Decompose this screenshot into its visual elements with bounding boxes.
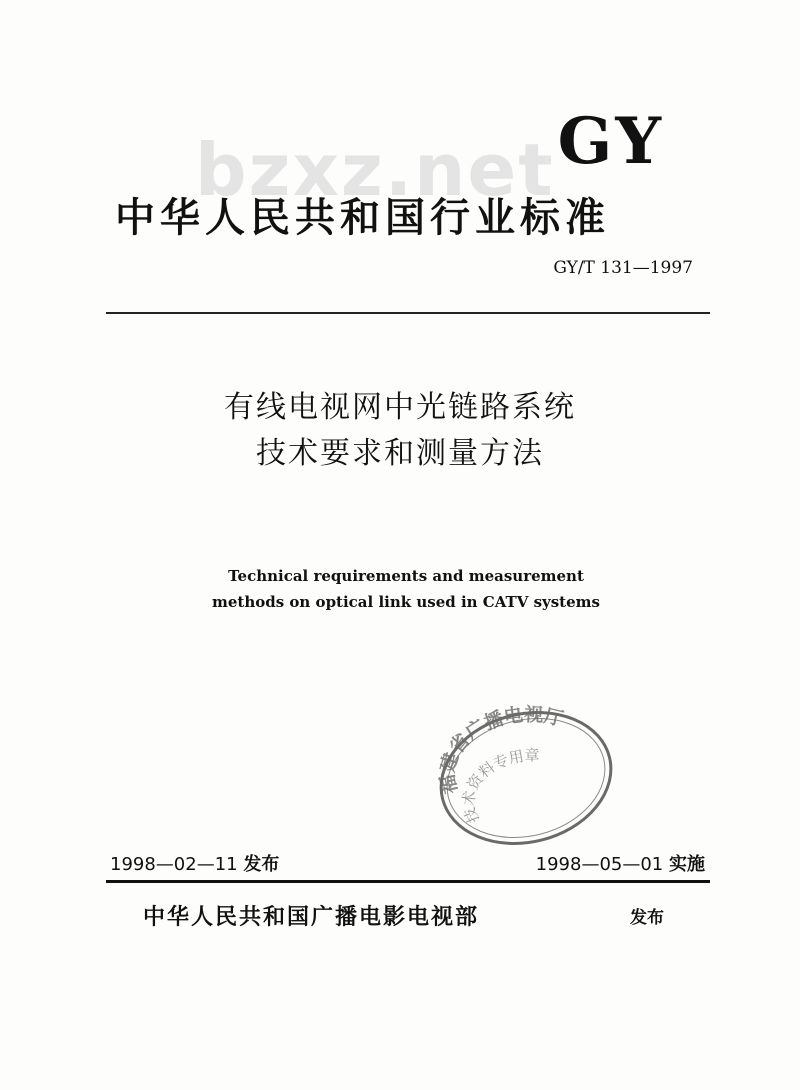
issue-label: 发布: [243, 854, 280, 875]
publisher-name: 中华人民共和国广播电影电视部: [143, 905, 480, 930]
title-chinese: [0, 385, 800, 477]
svg-text:技术资料专用章: [459, 746, 539, 825]
title-english-line-1: Technical requirements and measurement: [228, 567, 584, 585]
footer-divider: [106, 880, 710, 883]
title-chinese-line-2: 技术要求和测量方法: [256, 436, 544, 471]
standard-header: 中华人民共和国行业标准: [115, 195, 610, 241]
implementation-date-line: [536, 850, 705, 876]
stamp-text-top: 福建省广播电视厅: [436, 703, 566, 796]
watermark: bzxz.net: [195, 128, 555, 212]
official-stamp-icon: [428, 700, 618, 850]
stamp-text-inner: 技术资料专用章: [459, 746, 540, 826]
title-chinese-line-1: 有线电视网中光链路系统: [224, 390, 576, 425]
publish-label: 发布: [630, 908, 664, 928]
implementation-label: 实施: [669, 854, 705, 875]
implementation-date: 1998—05—01: [535, 854, 664, 875]
standard-mark: GY: [557, 104, 664, 179]
issue-date-line: [110, 850, 279, 876]
header-divider: [106, 312, 710, 314]
title-english: [0, 563, 800, 615]
title-english-line-2: methods on optical link used in CATV systems: [212, 593, 600, 611]
issue-date: 1998—02—11: [110, 854, 238, 875]
svg-text:福建省广播电视厅: [436, 703, 566, 796]
standard-number: GY/T 131—1997: [553, 258, 693, 278]
